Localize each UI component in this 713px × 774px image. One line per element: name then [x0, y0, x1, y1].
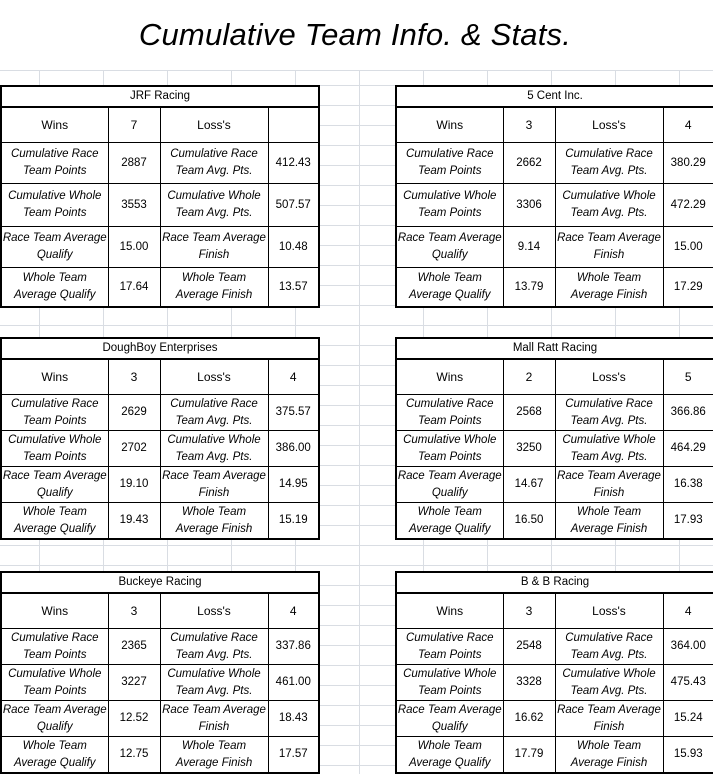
stat-label: Whole Team Average Finish [160, 268, 268, 308]
stat-row [1, 184, 319, 227]
stat-value: 375.57 [268, 395, 319, 431]
stat-row [396, 503, 713, 540]
stat-value: 15.19 [268, 503, 319, 540]
stat-row [1, 227, 319, 268]
stat-label: Wins [396, 593, 503, 629]
stat-value: 2365 [108, 629, 160, 665]
stat-value: 15.00 [108, 227, 160, 268]
team-table [395, 337, 713, 540]
stat-value: 5 [663, 359, 713, 395]
stat-row [396, 431, 713, 467]
team-name: JRF Racing [1, 86, 319, 107]
stat-value: 461.00 [268, 665, 319, 701]
stat-label: Loss's [555, 107, 663, 143]
stat-value: 3 [108, 593, 160, 629]
stat-row [1, 467, 319, 503]
stat-label: Race Team Average Finish [160, 227, 268, 268]
stat-label: Cumulative Whole Team Points [396, 665, 503, 701]
stat-row [1, 143, 319, 184]
stat-value: 13.57 [268, 268, 319, 308]
stat-value: 14.95 [268, 467, 319, 503]
stat-row [396, 701, 713, 737]
stat-value: 380.29 [663, 143, 713, 184]
stat-label: Cumulative Race Team Avg. Pts. [555, 143, 663, 184]
stat-row [1, 359, 319, 395]
stat-value: 15.24 [663, 701, 713, 737]
stat-row [1, 737, 319, 774]
stat-label: Cumulative Whole Team Avg. Pts. [160, 184, 268, 227]
stat-label: Race Team Average Qualify [396, 467, 503, 503]
stat-value: 337.86 [268, 629, 319, 665]
stat-value: 17.29 [663, 268, 713, 308]
stat-value: 2 [503, 359, 555, 395]
stat-label: Cumulative Whole Team Avg. Pts. [555, 665, 663, 701]
team-name: Mall Ratt Racing [396, 338, 713, 359]
stat-value: 18.43 [268, 701, 319, 737]
stat-label: Cumulative Race Team Avg. Pts. [160, 395, 268, 431]
stat-value: 2662 [503, 143, 555, 184]
title-band [0, 0, 713, 71]
stat-value: 10.48 [268, 227, 319, 268]
stat-label: Race Team Average Qualify [396, 227, 503, 268]
stat-value [268, 107, 319, 143]
stat-label: Loss's [160, 107, 268, 143]
stat-row [396, 227, 713, 268]
stat-label: Race Team Average Qualify [396, 701, 503, 737]
team-name: B & B Racing [396, 572, 713, 593]
stat-value: 507.57 [268, 184, 319, 227]
stat-row [396, 467, 713, 503]
stat-value: 3 [108, 359, 160, 395]
stat-value: 15.93 [663, 737, 713, 774]
stat-label: Cumulative Whole Team Points [1, 431, 108, 467]
stat-value: 412.43 [268, 143, 319, 184]
stat-label: Cumulative Race Team Points [396, 629, 503, 665]
stat-label: Race Team Average Finish [555, 227, 663, 268]
team-name: DoughBoy Enterprises [1, 338, 319, 359]
stat-label: Cumulative Whole Team Avg. Pts. [160, 665, 268, 701]
stat-value: 9.14 [503, 227, 555, 268]
stat-row [1, 665, 319, 701]
stat-row [1, 431, 319, 467]
stat-label: Race Team Average Qualify [1, 701, 108, 737]
stat-value: 2548 [503, 629, 555, 665]
team-table [395, 571, 713, 774]
team-table [0, 571, 320, 774]
stat-value: 364.00 [663, 629, 713, 665]
team-name: 5 Cent Inc. [396, 86, 713, 107]
team-name: Buckeye Racing [1, 572, 319, 593]
stat-value: 3306 [503, 184, 555, 227]
stat-value: 475.43 [663, 665, 713, 701]
stat-row [396, 593, 713, 629]
stat-value: 12.75 [108, 737, 160, 774]
stat-label: Cumulative Race Team Points [1, 395, 108, 431]
stat-label: Race Team Average Qualify [1, 467, 108, 503]
stat-label: Cumulative Race Team Points [396, 395, 503, 431]
stat-row [396, 395, 713, 431]
stat-value: 16.50 [503, 503, 555, 540]
stat-label: Loss's [160, 593, 268, 629]
stat-label: Whole Team Average Qualify [396, 737, 503, 774]
stat-value: 4 [663, 593, 713, 629]
stat-label: Cumulative Whole Team Avg. Pts. [160, 431, 268, 467]
stat-label: Wins [1, 359, 108, 395]
stat-label: Cumulative Race Team Avg. Pts. [160, 143, 268, 184]
stat-label: Cumulative Whole Team Points [396, 184, 503, 227]
stat-value: 4 [663, 107, 713, 143]
stat-row [1, 107, 319, 143]
stat-label: Loss's [555, 359, 663, 395]
stat-label: Race Team Average Finish [160, 701, 268, 737]
stat-label: Cumulative Race Team Points [1, 143, 108, 184]
stat-value: 472.29 [663, 184, 713, 227]
stat-label: Whole Team Average Finish [555, 503, 663, 540]
stat-label: Race Team Average Finish [160, 467, 268, 503]
stat-row [1, 395, 319, 431]
stat-label: Cumulative Race Team Avg. Pts. [555, 629, 663, 665]
stat-value: 3328 [503, 665, 555, 701]
stat-label: Cumulative Race Team Points [1, 629, 108, 665]
stat-label: Cumulative Whole Team Avg. Pts. [555, 431, 663, 467]
stat-label: Whole Team Average Finish [160, 737, 268, 774]
stat-label: Cumulative Whole Team Points [1, 665, 108, 701]
stat-label: Loss's [160, 359, 268, 395]
stat-value: 15.00 [663, 227, 713, 268]
stat-row [396, 143, 713, 184]
stat-value: 17.57 [268, 737, 319, 774]
stat-value: 12.52 [108, 701, 160, 737]
stat-label: Whole Team Average Qualify [1, 268, 108, 308]
stat-row [1, 268, 319, 308]
stat-row [1, 593, 319, 629]
stat-row [396, 737, 713, 774]
stat-label: Loss's [555, 593, 663, 629]
stat-label: Cumulative Race Team Avg. Pts. [160, 629, 268, 665]
stat-label: Whole Team Average Finish [555, 268, 663, 308]
stat-value: 2568 [503, 395, 555, 431]
stat-label: Whole Team Average Qualify [396, 268, 503, 308]
stat-label: Cumulative Whole Team Avg. Pts. [555, 184, 663, 227]
stat-value: 14.67 [503, 467, 555, 503]
stat-row [396, 184, 713, 227]
stat-label: Cumulative Race Team Points [396, 143, 503, 184]
stat-value: 3227 [108, 665, 160, 701]
stat-value: 17.64 [108, 268, 160, 308]
stat-label: Wins [396, 107, 503, 143]
stat-row [1, 503, 319, 540]
stat-value: 7 [108, 107, 160, 143]
stat-value: 17.93 [663, 503, 713, 540]
stat-label: Cumulative Race Team Avg. Pts. [555, 395, 663, 431]
team-table [0, 85, 320, 308]
stat-value: 3 [503, 593, 555, 629]
stat-label: Race Team Average Finish [555, 701, 663, 737]
stat-row [1, 701, 319, 737]
stat-value: 386.00 [268, 431, 319, 467]
stat-label: Whole Team Average Finish [555, 737, 663, 774]
stat-value: 2629 [108, 395, 160, 431]
stat-value: 16.62 [503, 701, 555, 737]
stat-value: 13.79 [503, 268, 555, 308]
stat-value: 16.38 [663, 467, 713, 503]
stat-label: Whole Team Average Qualify [1, 503, 108, 540]
stat-value: 3250 [503, 431, 555, 467]
page-title: Cumulative Team Info. & Stats. [138, 17, 572, 52]
stat-row [396, 268, 713, 308]
stat-label: Wins [396, 359, 503, 395]
stat-value: 19.10 [108, 467, 160, 503]
stat-row [396, 107, 713, 143]
stat-label: Race Team Average Finish [555, 467, 663, 503]
stat-value: 4 [268, 593, 319, 629]
stat-label: Whole Team Average Qualify [1, 737, 108, 774]
stat-label: Wins [1, 593, 108, 629]
stat-value: 366.86 [663, 395, 713, 431]
stat-row [396, 359, 713, 395]
stat-value: 3 [503, 107, 555, 143]
stat-label: Cumulative Whole Team Points [396, 431, 503, 467]
stat-value: 4 [268, 359, 319, 395]
stat-label: Cumulative Whole Team Points [1, 184, 108, 227]
team-table [395, 85, 713, 308]
stat-label: Wins [1, 107, 108, 143]
stat-value: 3553 [108, 184, 160, 227]
stat-value: 2702 [108, 431, 160, 467]
stat-label: Race Team Average Qualify [1, 227, 108, 268]
stat-label: Whole Team Average Qualify [396, 503, 503, 540]
team-table [0, 337, 320, 540]
stat-row [396, 629, 713, 665]
stat-value: 19.43 [108, 503, 160, 540]
stat-row [1, 629, 319, 665]
stat-value: 464.29 [663, 431, 713, 467]
stat-row [396, 665, 713, 701]
stat-value: 2887 [108, 143, 160, 184]
stat-value: 17.79 [503, 737, 555, 774]
stat-label: Whole Team Average Finish [160, 503, 268, 540]
